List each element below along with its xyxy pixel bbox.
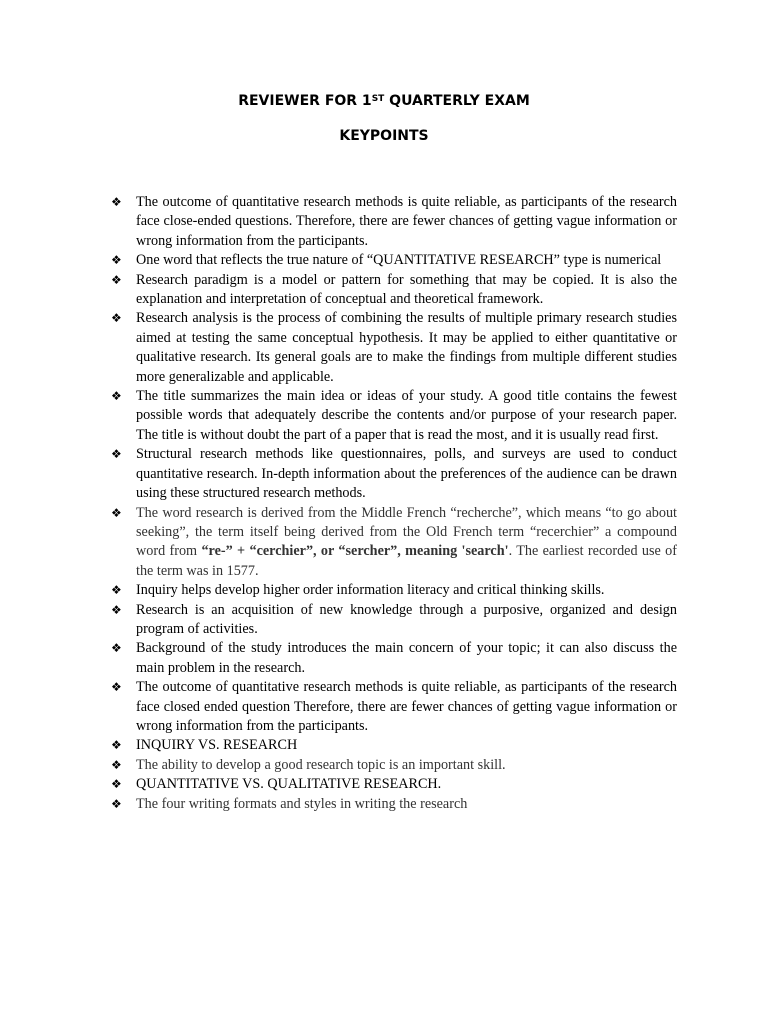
list-item-text: INQUIRY VS. RESEARCH [136,737,298,754]
diamond-bullet-icon: ❖ [111,311,122,326]
list-item-text: Inquiry helps develop higher order information literacy and critical thinking skills. [136,582,605,599]
list-item [111,795,677,814]
list-item-text: Research analysis is the process of combining the results of multiple primary research studies aimed at testing the same conceptual hypothesis. It may be applied to either quantitative or qualitative research. Its general goals are to make the findings from multiple different studies more generalizable and applicable. [136,310,677,385]
diamond-bullet-icon: ❖ [111,389,122,404]
title-superscript: ST [371,94,385,104]
diamond-bullet-icon: ❖ [111,602,122,617]
list-item-text-end: . The earliest recorded use of the term was in 1577. [136,543,677,579]
diamond-bullet-icon: ❖ [111,680,122,695]
list-item-text: The outcome of quantitative research methods is quite reliable, as participants of the research face closed ended question Therefore, there are fewer chances of getting vague information or wrong information from the participants. [136,679,677,734]
list-item [111,736,677,755]
list-item-text: Background of the study introduces the main concern of your topic; it can also discuss the main problem in the research. [136,640,677,676]
title-text: REVIEWER FOR 1 [238,93,372,109]
list-item [111,445,677,503]
list-item-text: Research is an acquisition of new knowledge through a purposive, organized and design program of activities. [136,601,677,637]
diamond-bullet-icon: ❖ [111,583,122,598]
list-item [111,756,677,775]
diamond-bullet-icon: ❖ [111,796,122,811]
list-item-text: The title summarizes the main idea or ideas of your study. A good title contains the fewest possible words that adequately describe the contents and/or purpose of your research paper. The title is without doubt the part of a paper that is read the most, and it is usually read first. [136,388,677,443]
diamond-bullet-icon: ❖ [111,777,122,792]
document-subtitle: KEYPOINTS [339,128,429,144]
list-item-text: Research paradigm is a model or pattern for something that may be copied. It is also the explanation and interpretation of conceptual and theoretical framework. [136,271,677,308]
list-item-text: The word research is derived from the Middle French “recherche”, which means “to go about seeking”, the term itself being derived from the Old French term “recerchier” a compound word from [136,504,677,560]
diamond-bullet-icon: ❖ [111,641,122,656]
keypoints-list [111,193,677,814]
diamond-bullet-icon: ❖ [111,738,122,753]
list-item-text: QUANTITATIVE VS. QUALITATIVE RESEARCH. [136,776,442,793]
list-item [111,193,677,251]
list-item-text: Structural research methods like questionnaires, polls, and surveys are used to conduct quantitative research. In-depth information about the preferences of the audience can be drawn using these structured research methods. [136,446,677,502]
list-item [111,581,677,600]
list-item [111,271,677,310]
list-item [111,309,677,387]
list-item [111,639,677,678]
diamond-bullet-icon: ❖ [111,757,122,772]
diamond-bullet-icon: ❖ [111,272,122,287]
document-title [0,92,768,110]
list-item-text: The four writing formats and styles in writing the research [136,795,468,812]
list-item-text: One word that reflects the true nature of “QUANTITATIVE RESEARCH” type is numerical [136,252,662,269]
diamond-bullet-icon: ❖ [111,195,122,209]
diamond-bullet-icon: ❖ [111,505,122,520]
list-item [111,387,677,445]
list-item [111,775,677,794]
list-item [111,251,677,270]
title-text-suffix: QUARTERLY EXAM [384,93,530,109]
diamond-bullet-icon: ❖ [111,447,122,462]
list-item [111,601,677,640]
list-item-text: The outcome of quantitative research methods is quite reliable, as participants of the research face close-ended questions. Therefore, there are fewer chances of getting vague information or wrong information from the participants. [136,194,677,249]
list-item-text: The ability to develop a good research topic is an important skill. [136,756,506,773]
diamond-bullet-icon: ❖ [111,253,122,268]
list-item-bold-text: “re-” + “cerchier”, or “sercher”, meaning 'search' [201,543,509,560]
list-item [111,678,677,736]
list-item [111,504,677,582]
